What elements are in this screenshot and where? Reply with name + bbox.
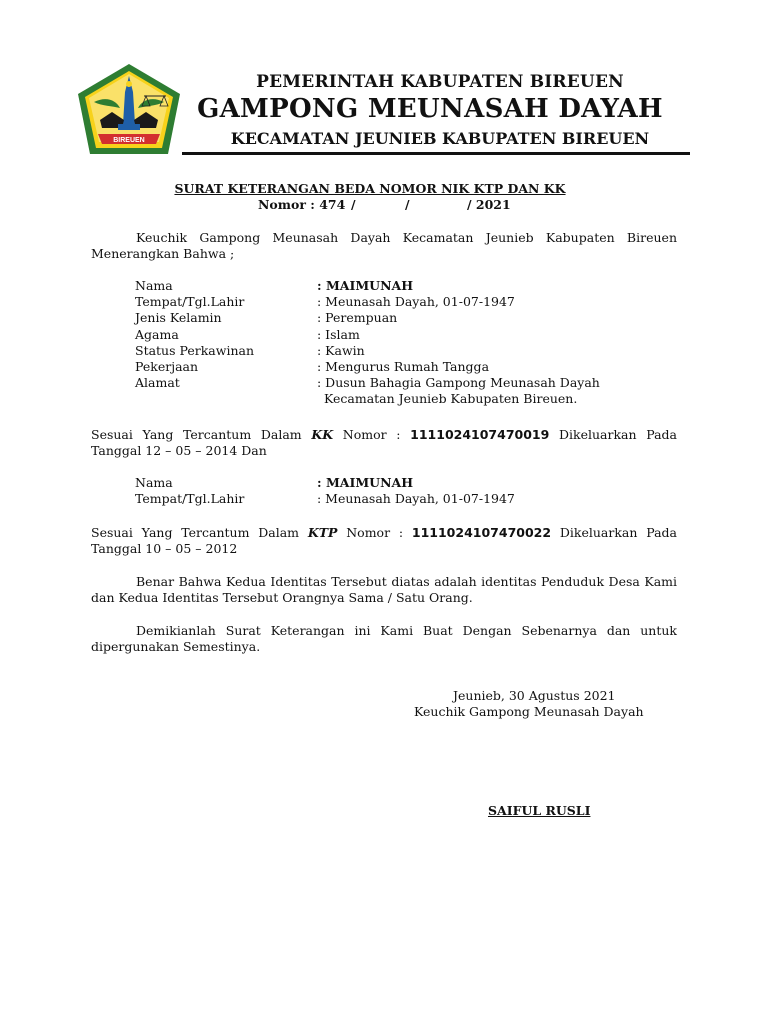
bireuen-logo (76, 62, 182, 156)
closing-paragraph (91, 623, 677, 655)
field-value: : MAIMUNAH (317, 475, 414, 490)
kk-doc: KK (311, 427, 334, 442)
identity-block-2 (135, 475, 675, 507)
field-value: : Dusun Bahagia Gampong Meunasah Dayah (317, 375, 600, 391)
sign-name: SAIFUL RUSLI (488, 803, 591, 818)
field-row (135, 327, 675, 343)
identity-block (135, 278, 675, 408)
field-label: Nama (135, 475, 173, 490)
field-label: Status Perkawinan (135, 342, 255, 358)
field-row (135, 294, 675, 310)
field-label: Jenis Kelamin (135, 310, 222, 326)
field-row (135, 278, 675, 294)
letterhead-line1: PEMERINTAH KABUPATEN BIREUEN (256, 72, 624, 92)
field-value: : Mengurus Rumah Tangga (317, 358, 490, 374)
field-value: : Meunasah Dayah, 01-07-1947 (317, 294, 515, 310)
kk-number: 1111024107470019 (410, 427, 550, 442)
ktp-paragraph (91, 525, 677, 557)
closing-text: Demikianlah Surat Keterangan ini Kami Buat Dengan Sebenarnya dan untuk dipergunakan Semestinya. (91, 623, 677, 654)
ktp-prefix: Sesuai Yang Tercantum Dalam (91, 525, 300, 540)
nomor-slash2: / (405, 197, 410, 212)
field-row (135, 375, 675, 391)
field-label: Nama (135, 278, 173, 293)
opening-text: Keuchik Gampong Meunasah Dayah Kecamatan Jeunieb Kabupaten Bireuen Menerangkan Bahwa ; (91, 230, 677, 261)
kk-nomor-label: Nomor : (342, 427, 401, 442)
ktp-nomor-label: Nomor : (346, 525, 404, 540)
field-row (135, 491, 675, 507)
field-label: Alamat (135, 375, 180, 391)
field-value: : Islam (317, 326, 360, 342)
field-row (135, 310, 675, 326)
nomor-label: Nomor : 474 (258, 197, 346, 212)
field-label (135, 391, 317, 407)
letterhead-rule (182, 152, 690, 155)
field-row (135, 391, 675, 407)
field-row (135, 475, 675, 491)
nomor-year: / 2021 (467, 197, 511, 212)
field-label: Pekerjaan (135, 358, 199, 374)
field-row (135, 343, 675, 359)
opening-paragraph (91, 230, 677, 262)
field-label: Tempat/Tgl.Lahir (135, 491, 245, 507)
sign-position: Keuchik Gampong Meunasah Dayah (414, 704, 644, 719)
field-label: Agama (135, 326, 179, 342)
letter-title: SURAT KETERANGAN BEDA NOMOR NIK KTP DAN KK (174, 181, 566, 196)
field-value: : MAIMUNAH (317, 278, 414, 293)
nomor-slash1: / (351, 197, 356, 212)
letterhead-line2: GAMPONG MEUNASAH DAYAH (197, 94, 663, 124)
letterhead-line3: KECAMATAN JEUNIEB KABUPATEN BIREUEN (230, 129, 650, 148)
ktp-suffix: Dikeluarkan Pada Tanggal 10 – 05 – 2012 (91, 525, 677, 556)
ktp-doc: KTP (307, 525, 338, 540)
field-value: : Meunasah Dayah, 01-07-1947 (317, 491, 515, 507)
logo-text: BIREUEN (113, 137, 145, 144)
field-row (135, 359, 675, 375)
field-value: Kecamatan Jeunieb Kabupaten Bireuen. (324, 391, 578, 407)
field-value: : Perempuan (317, 310, 398, 326)
kk-prefix: Sesuai Yang Tercantum Dalam (91, 427, 302, 442)
ktp-number: 1111024107470022 (411, 525, 552, 540)
statement-text: Benar Bahwa Kedua Identitas Tersebut diatas adalah identitas Penduduk Desa Kami dan Kedua Identitas Tersebut Orangnya Sama / Satu Orang. (91, 574, 677, 605)
field-label: Tempat/Tgl.Lahir (135, 294, 245, 310)
sign-place-date: Jeunieb, 30 Agustus 2021 (453, 688, 616, 703)
field-value: : Kawin (317, 342, 365, 358)
kk-paragraph (91, 427, 677, 459)
statement-paragraph (91, 574, 677, 606)
kk-suffix: Dikeluarkan Pada Tanggal 12 – 05 – 2014 Dan (91, 427, 677, 458)
